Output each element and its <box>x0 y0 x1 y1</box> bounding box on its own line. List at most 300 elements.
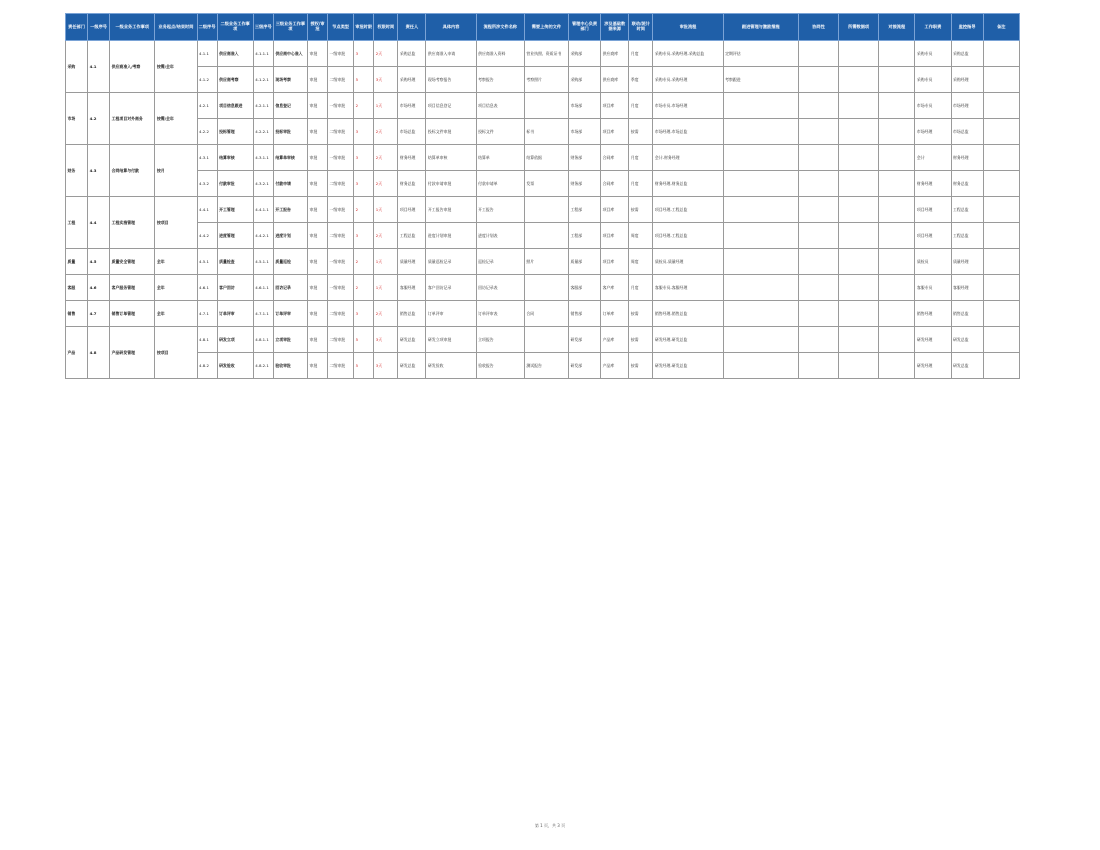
level2-item: 研发立项 <box>217 327 253 353</box>
table-row <box>66 41 1020 67</box>
files: 进度计划表 <box>476 223 524 249</box>
node-type: 二级审批 <box>328 119 354 145</box>
tracking: 考察跟进 <box>723 67 798 93</box>
node-type: 一级审批 <box>328 249 354 275</box>
node-type: 二级审批 <box>328 353 354 379</box>
column-header: 工作职责 <box>915 14 951 41</box>
files: 开工报告 <box>476 197 524 223</box>
data-source: 项目库 <box>601 93 629 119</box>
stat-time: 按需 <box>629 197 653 223</box>
stat-time: 月度 <box>629 145 653 171</box>
level3-number: 4.7.1.1 <box>253 301 273 327</box>
owner: 市场总监 <box>398 119 426 145</box>
level3-item: 供应商中心准入 <box>273 41 307 67</box>
manager-dept: 客服部 <box>568 275 600 301</box>
approval-limit: 2 <box>354 93 374 119</box>
upload <box>524 93 568 119</box>
time-range: 按项目 <box>155 197 197 249</box>
level1-item: 工程项目对外商务 <box>110 93 155 145</box>
table-body <box>66 41 1020 379</box>
data-items <box>839 145 879 171</box>
manager-dept: 财务部 <box>568 145 600 171</box>
tracking <box>723 327 798 353</box>
level2-item: 进度管理 <box>217 223 253 249</box>
column-header: 备注 <box>983 14 1019 41</box>
permission-time: 2天 <box>374 171 398 197</box>
table-row <box>66 93 1020 119</box>
column-header: 管理中心负责部门 <box>568 14 600 41</box>
coordination <box>798 93 838 119</box>
connect-flow <box>879 327 915 353</box>
level2-item: 结算审核 <box>217 145 253 171</box>
data-items <box>839 249 879 275</box>
data-source: 项目库 <box>601 249 629 275</box>
level2-number: 4.8.1 <box>197 327 217 353</box>
column-header: 所需数据项 <box>839 14 879 41</box>
upload <box>524 275 568 301</box>
approval-limit: 3 <box>354 171 374 197</box>
upload: 发票 <box>524 171 568 197</box>
duty: 会计 <box>915 145 951 171</box>
dept-cell: 销售 <box>66 301 88 327</box>
coordination <box>798 171 838 197</box>
data-source: 项目库 <box>601 223 629 249</box>
duty: 项目经理 <box>915 223 951 249</box>
level2-number: 4.1.1 <box>197 41 217 67</box>
manager-dept: 市场部 <box>568 93 600 119</box>
approval-limit: 2 <box>354 249 374 275</box>
node-type: 一级审批 <box>328 197 354 223</box>
node-type: 一级审批 <box>328 275 354 301</box>
table-row <box>66 353 1020 379</box>
level1-number: 4.5 <box>88 249 110 275</box>
node-type: 二级审批 <box>328 223 354 249</box>
upload <box>524 223 568 249</box>
column-header: 权限时间 <box>374 14 398 41</box>
data-source: 产品库 <box>601 353 629 379</box>
stat-time: 月度 <box>629 275 653 301</box>
connect-flow <box>879 275 915 301</box>
authorization: 审批 <box>307 301 327 327</box>
owner: 销售总监 <box>398 301 426 327</box>
coordination <box>798 353 838 379</box>
approval-flow: 市场专员-市场经理 <box>653 93 723 119</box>
level2-item: 投标管理 <box>217 119 253 145</box>
dept-cell: 市场 <box>66 93 88 145</box>
table-row <box>66 67 1020 93</box>
level2-item: 项目信息跟进 <box>217 93 253 119</box>
level3-item: 现场考察 <box>273 67 307 93</box>
permission-time: 3天 <box>374 67 398 93</box>
owner: 采购经理 <box>398 67 426 93</box>
authorization: 审批 <box>307 93 327 119</box>
coordination <box>798 67 838 93</box>
coordination <box>798 41 838 67</box>
duty: 市场专员 <box>915 93 951 119</box>
approval-flow: 研发经理-研发总监 <box>653 327 723 353</box>
approval-flow: 会计-财务经理 <box>653 145 723 171</box>
tracking <box>723 275 798 301</box>
data-items <box>839 171 879 197</box>
level1-item: 产品研发管理 <box>110 327 155 379</box>
dept-cell: 采购 <box>66 41 88 93</box>
column-header: 二级序号 <box>197 14 217 41</box>
level1-number: 4.2 <box>88 93 110 145</box>
level1-item: 客户服务管理 <box>110 275 155 301</box>
owner: 财务总监 <box>398 171 426 197</box>
tracking <box>723 353 798 379</box>
data-items <box>839 41 879 67</box>
duty: 研发经理 <box>915 353 951 379</box>
column-header: 监控指导 <box>951 14 983 41</box>
approval-limit: 5 <box>354 327 374 353</box>
coordination <box>798 249 838 275</box>
process-table <box>65 13 1020 379</box>
level3-number: 4.8.2.1 <box>253 353 273 379</box>
files: 考察报告 <box>476 67 524 93</box>
level3-number: 4.4.2.1 <box>253 223 273 249</box>
column-header: 三级业务工作事项 <box>273 14 307 41</box>
monitor: 研发总监 <box>951 327 983 353</box>
column-header: 对接流程 <box>879 14 915 41</box>
manager-dept: 工程部 <box>568 197 600 223</box>
note <box>983 41 1019 67</box>
stat-time: 月度 <box>629 41 653 67</box>
approval-flow: 市场经理-市场总监 <box>653 119 723 145</box>
column-header: 一级序号 <box>88 14 110 41</box>
approval-limit: 3 <box>354 119 374 145</box>
manager-dept: 采购部 <box>568 67 600 93</box>
note <box>983 197 1019 223</box>
time-range: 按月 <box>155 145 197 197</box>
column-header: 节点类型 <box>328 14 354 41</box>
note <box>983 301 1019 327</box>
connect-flow <box>879 353 915 379</box>
permission-time: 2天 <box>374 119 398 145</box>
level2-number: 4.8.2 <box>197 353 217 379</box>
column-header: 责任人 <box>398 14 426 41</box>
authorization: 审批 <box>307 275 327 301</box>
monitor: 研发总监 <box>951 353 983 379</box>
files: 立项报告 <box>476 327 524 353</box>
permission-time: 3天 <box>374 327 398 353</box>
level3-number: 4.4.1.1 <box>253 197 273 223</box>
approval-flow: 项目经理-工程总监 <box>653 197 723 223</box>
upload: 测试报告 <box>524 353 568 379</box>
permission-time: 1天 <box>374 249 398 275</box>
approval-limit: 3 <box>354 41 374 67</box>
files: 项目信息表 <box>476 93 524 119</box>
level3-item: 结算单审核 <box>273 145 307 171</box>
duty: 研发经理 <box>915 327 951 353</box>
tracking <box>723 223 798 249</box>
level1-number: 4.8 <box>88 327 110 379</box>
level3-item: 投标审批 <box>273 119 307 145</box>
tracking <box>723 301 798 327</box>
connect-flow <box>879 301 915 327</box>
manager-dept: 销售部 <box>568 301 600 327</box>
level2-item: 客户回访 <box>217 275 253 301</box>
stat-time: 按需 <box>629 119 653 145</box>
level2-number: 4.4.2 <box>197 223 217 249</box>
table-row <box>66 249 1020 275</box>
authorization: 审批 <box>307 145 327 171</box>
level2-item: 开工管理 <box>217 197 253 223</box>
owner: 项目经理 <box>398 197 426 223</box>
time-range: 全年 <box>155 301 197 327</box>
dept-cell: 财务 <box>66 145 88 197</box>
data-source: 订单库 <box>601 301 629 327</box>
approval-flow: 财务经理-财务总监 <box>653 171 723 197</box>
document-page <box>65 13 1020 379</box>
stat-time: 周度 <box>629 249 653 275</box>
tracking <box>723 197 798 223</box>
note <box>983 327 1019 353</box>
files: 投标文件 <box>476 119 524 145</box>
data-items <box>839 223 879 249</box>
level2-number: 4.3.1 <box>197 145 217 171</box>
header-row <box>66 14 1020 41</box>
level3-number: 4.8.1.1 <box>253 327 273 353</box>
level3-item: 付款申请 <box>273 171 307 197</box>
level3-number: 4.2.1.1 <box>253 93 273 119</box>
level2-item: 供应商考察 <box>217 67 253 93</box>
files: 验收报告 <box>476 353 524 379</box>
node-type: 一级审批 <box>328 41 354 67</box>
owner: 客服经理 <box>398 275 426 301</box>
data-source: 供应商库 <box>601 67 629 93</box>
note <box>983 223 1019 249</box>
approval-flow: 客服专员-客服经理 <box>653 275 723 301</box>
node-type: 一级审批 <box>328 93 354 119</box>
level1-number: 4.7 <box>88 301 110 327</box>
level1-item: 合同结算与付款 <box>110 145 155 197</box>
node-type: 一级审批 <box>328 145 354 171</box>
level3-item: 立项审批 <box>273 327 307 353</box>
time-range: 全年 <box>155 275 197 301</box>
detail: 开工报告审批 <box>426 197 476 223</box>
level2-item: 付款审批 <box>217 171 253 197</box>
coordination <box>798 197 838 223</box>
level2-number: 4.2.2 <box>197 119 217 145</box>
owner: 质量经理 <box>398 249 426 275</box>
duty: 项目经理 <box>915 197 951 223</box>
monitor: 工程总监 <box>951 223 983 249</box>
monitor: 财务总监 <box>951 171 983 197</box>
owner: 工程总监 <box>398 223 426 249</box>
approval-limit: 2 <box>354 275 374 301</box>
table-row <box>66 171 1020 197</box>
time-range: 按项目 <box>155 327 197 379</box>
monitor: 采购经理 <box>951 67 983 93</box>
level2-number: 4.6.1 <box>197 275 217 301</box>
level3-number: 4.2.2.1 <box>253 119 273 145</box>
data-items <box>839 301 879 327</box>
approval-flow: 质检员-质量经理 <box>653 249 723 275</box>
table-row <box>66 197 1020 223</box>
files: 订单评审表 <box>476 301 524 327</box>
files: 结算单 <box>476 145 524 171</box>
tracking <box>723 93 798 119</box>
authorization: 审批 <box>307 119 327 145</box>
column-header: 授权/审批 <box>307 14 327 41</box>
authorization: 审批 <box>307 327 327 353</box>
data-source: 项目库 <box>601 119 629 145</box>
manager-dept: 采购部 <box>568 41 600 67</box>
approval-limit: 5 <box>354 353 374 379</box>
dept-cell: 质量 <box>66 249 88 275</box>
stat-time: 按需 <box>629 353 653 379</box>
monitor: 市场总监 <box>951 119 983 145</box>
data-source: 产品库 <box>601 327 629 353</box>
data-items <box>839 275 879 301</box>
files: 巡检记录 <box>476 249 524 275</box>
tracking <box>723 145 798 171</box>
node-type: 二级审批 <box>328 301 354 327</box>
tracking: 定期评估 <box>723 41 798 67</box>
connect-flow <box>879 223 915 249</box>
note <box>983 119 1019 145</box>
permission-time: 3天 <box>374 353 398 379</box>
level2-item: 质量检查 <box>217 249 253 275</box>
duty: 市场经理 <box>915 119 951 145</box>
authorization: 审批 <box>307 353 327 379</box>
coordination <box>798 223 838 249</box>
authorization: 审批 <box>307 223 327 249</box>
duty: 质检员 <box>915 249 951 275</box>
monitor: 销售总监 <box>951 301 983 327</box>
manager-dept: 市场部 <box>568 119 600 145</box>
detail: 进度计划审批 <box>426 223 476 249</box>
connect-flow <box>879 93 915 119</box>
time-range: 按需/全年 <box>155 41 197 93</box>
upload: 考察照片 <box>524 67 568 93</box>
level2-item: 订单评审 <box>217 301 253 327</box>
permission-time: 2天 <box>374 223 398 249</box>
duty: 采购专员 <box>915 67 951 93</box>
stat-time: 季度 <box>629 67 653 93</box>
upload <box>524 327 568 353</box>
monitor: 客服经理 <box>951 275 983 301</box>
approval-flow: 采购专员-采购经理 <box>653 67 723 93</box>
detail: 供应商准入申请 <box>426 41 476 67</box>
duty: 客服专员 <box>915 275 951 301</box>
level1-number: 4.4 <box>88 197 110 249</box>
level3-number: 4.5.1.1 <box>253 249 273 275</box>
approval-flow: 项目经理-工程总监 <box>653 223 723 249</box>
permission-time: 2天 <box>374 301 398 327</box>
owner: 研发总监 <box>398 353 426 379</box>
manager-dept: 研发部 <box>568 353 600 379</box>
authorization: 审批 <box>307 197 327 223</box>
table-row <box>66 301 1020 327</box>
node-type: 二级审批 <box>328 67 354 93</box>
monitor: 市场经理 <box>951 93 983 119</box>
level1-number: 4.1 <box>88 41 110 93</box>
manager-dept: 工程部 <box>568 223 600 249</box>
level3-item: 信息登记 <box>273 93 307 119</box>
detail: 质量巡检记录 <box>426 249 476 275</box>
monitor: 质量经理 <box>951 249 983 275</box>
permission-time: 2天 <box>374 41 398 67</box>
connect-flow <box>879 119 915 145</box>
manager-dept: 研发部 <box>568 327 600 353</box>
column-header: 跟进管理与激励措施 <box>723 14 798 41</box>
approval-limit: 3 <box>354 223 374 249</box>
dept-cell: 工程 <box>66 197 88 249</box>
authorization: 审批 <box>307 41 327 67</box>
coordination <box>798 301 838 327</box>
manager-dept: 财务部 <box>568 171 600 197</box>
approval-limit: 3 <box>354 301 374 327</box>
detail: 订单评审 <box>426 301 476 327</box>
level2-number: 4.3.2 <box>197 171 217 197</box>
detail: 项目信息登记 <box>426 93 476 119</box>
column-header: 审批流程 <box>653 14 723 41</box>
dept-cell: 产品 <box>66 327 88 379</box>
data-items <box>839 353 879 379</box>
files: 付款申请单 <box>476 171 524 197</box>
upload: 照片 <box>524 249 568 275</box>
level3-number: 4.1.2.1 <box>253 67 273 93</box>
owner: 研发总监 <box>398 327 426 353</box>
page-footer: 第 1 页，共 3 页 <box>534 823 566 828</box>
upload: 合同 <box>524 301 568 327</box>
approval-limit: 5 <box>354 67 374 93</box>
level1-number: 4.3 <box>88 145 110 197</box>
duty: 销售经理 <box>915 301 951 327</box>
column-header: 三级序号 <box>253 14 273 41</box>
detail: 研发验收 <box>426 353 476 379</box>
connect-flow <box>879 41 915 67</box>
column-header: 联动/统计时间 <box>629 14 653 41</box>
authorization: 审批 <box>307 171 327 197</box>
permission-time: 2天 <box>374 145 398 171</box>
column-header: 协同性 <box>798 14 838 41</box>
upload: 标书 <box>524 119 568 145</box>
column-header: 二级业务工作事项 <box>217 14 253 41</box>
upload: 结算依据 <box>524 145 568 171</box>
level1-item: 销售订单管理 <box>110 301 155 327</box>
note <box>983 171 1019 197</box>
duty: 采购专员 <box>915 41 951 67</box>
data-source: 供应商库 <box>601 41 629 67</box>
level3-item: 验收审批 <box>273 353 307 379</box>
dept-cell: 客服 <box>66 275 88 301</box>
detail: 投标文件审批 <box>426 119 476 145</box>
data-items <box>839 67 879 93</box>
table-row <box>66 145 1020 171</box>
level1-item: 质量安全管理 <box>110 249 155 275</box>
permission-time: 1天 <box>374 93 398 119</box>
level2-number: 4.5.1 <box>197 249 217 275</box>
authorization: 审批 <box>307 67 327 93</box>
table-row <box>66 275 1020 301</box>
tracking <box>723 171 798 197</box>
stat-time: 按需 <box>629 327 653 353</box>
data-items <box>839 197 879 223</box>
upload <box>524 197 568 223</box>
tracking <box>723 119 798 145</box>
time-range: 全年 <box>155 249 197 275</box>
level2-number: 4.4.1 <box>197 197 217 223</box>
data-source: 客户库 <box>601 275 629 301</box>
level1-item: 工程实施管理 <box>110 197 155 249</box>
stat-time: 月度 <box>629 171 653 197</box>
coordination <box>798 327 838 353</box>
level3-number: 4.1.1.1 <box>253 41 273 67</box>
approval-flow: 采购专员-采购经理-采购总监 <box>653 41 723 67</box>
